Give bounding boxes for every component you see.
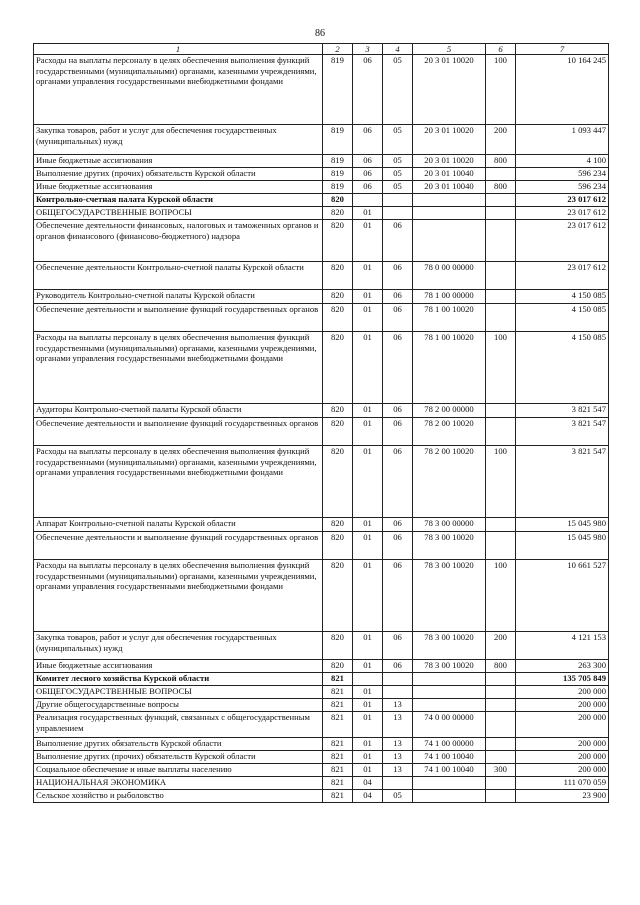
row-rz-cell: 01 bbox=[353, 660, 383, 673]
row-ved-cell: 821 bbox=[323, 712, 353, 738]
col-header-csr: 5 bbox=[413, 44, 486, 55]
row-csr-cell: 78 1 00 00000 bbox=[413, 290, 486, 304]
row-rz-cell: 06 bbox=[353, 181, 383, 194]
row-name-cell: Обеспечение деятельности и выполнение функций государственных органов bbox=[34, 304, 323, 332]
row-sum-cell: 3 821 547 bbox=[516, 446, 609, 518]
row-sum-cell: 200 000 bbox=[516, 738, 609, 751]
row-sum-cell: 596 234 bbox=[516, 181, 609, 194]
row-rz-cell: 01 bbox=[353, 332, 383, 404]
row-pr-cell: 05 bbox=[383, 55, 413, 125]
row-pr-cell: 06 bbox=[383, 404, 413, 418]
col-header-sum: 7 bbox=[516, 44, 609, 55]
row-ved-cell: 820 bbox=[323, 632, 353, 660]
row-rz-cell: 04 bbox=[353, 790, 383, 803]
row-sum-cell: 200 000 bbox=[516, 686, 609, 699]
row-sum-cell: 23 017 612 bbox=[516, 207, 609, 220]
row-csr-cell: 20 3 01 10020 bbox=[413, 125, 486, 155]
table-row bbox=[34, 194, 609, 207]
row-csr-cell bbox=[413, 699, 486, 712]
row-name-cell: Обеспечение деятельности Контрольно-счетной палаты Курской области bbox=[34, 262, 323, 290]
row-pr-cell bbox=[383, 194, 413, 207]
table-row bbox=[34, 532, 609, 560]
row-pr-cell: 05 bbox=[383, 155, 413, 168]
col-header-ved: 2 bbox=[323, 44, 353, 55]
row-name-cell: ОБЩЕГОСУДАРСТВЕННЫЕ ВОПРОСЫ bbox=[34, 686, 323, 699]
col-header-rz: 3 bbox=[353, 44, 383, 55]
row-pr-cell: 06 bbox=[383, 220, 413, 262]
row-vr-cell bbox=[486, 290, 516, 304]
row-ved-cell: 821 bbox=[323, 764, 353, 777]
table-row bbox=[34, 518, 609, 532]
row-pr-cell: 06 bbox=[383, 532, 413, 560]
row-ved-cell: 820 bbox=[323, 207, 353, 220]
row-vr-cell bbox=[486, 194, 516, 207]
row-name-cell: Обеспечение деятельности финансовых, налоговых и таможенных органов и органов финансового (финансово-бюджетного) надзора bbox=[34, 220, 323, 262]
table-row bbox=[34, 55, 609, 125]
row-sum-cell: 200 000 bbox=[516, 699, 609, 712]
row-vr-cell bbox=[486, 304, 516, 332]
row-rz-cell bbox=[353, 673, 383, 686]
row-ved-cell: 819 bbox=[323, 125, 353, 155]
table-row bbox=[34, 207, 609, 220]
table-row bbox=[34, 777, 609, 790]
row-ved-cell: 820 bbox=[323, 518, 353, 532]
row-name-cell: Обеспечение деятельности и выполнение функций государственных органов bbox=[34, 418, 323, 446]
row-ved-cell: 820 bbox=[323, 220, 353, 262]
col-header-vr: 6 bbox=[486, 44, 516, 55]
row-name-cell: Расходы на выплаты персоналу в целях обеспечения выполнения функций государственными (муниципальными) органами, казенными учреждениями, органами управления государственными внебюджетными фондами bbox=[34, 332, 323, 404]
row-vr-cell: 100 bbox=[486, 55, 516, 125]
row-rz-cell: 01 bbox=[353, 764, 383, 777]
row-csr-cell: 78 0 00 00000 bbox=[413, 262, 486, 290]
row-sum-cell: 111 070 059 bbox=[516, 777, 609, 790]
row-ved-cell: 820 bbox=[323, 404, 353, 418]
row-csr-cell: 78 2 00 10020 bbox=[413, 418, 486, 446]
row-pr-cell: 13 bbox=[383, 764, 413, 777]
row-rz-cell: 04 bbox=[353, 777, 383, 790]
row-pr-cell: 06 bbox=[383, 332, 413, 404]
row-name-cell: Расходы на выплаты персоналу в целях обеспечения выполнения функций государственными (муниципальными) органами, казенными учреждениями, органами управления государственными внебюджетными фондами bbox=[34, 55, 323, 125]
row-name-cell: Выполнение других (прочих) обязательств Курской области bbox=[34, 751, 323, 764]
row-rz-cell: 01 bbox=[353, 751, 383, 764]
row-pr-cell: 06 bbox=[383, 560, 413, 632]
row-sum-cell: 200 000 bbox=[516, 712, 609, 738]
row-vr-cell: 200 bbox=[486, 125, 516, 155]
row-sum-cell: 10 164 245 bbox=[516, 55, 609, 125]
table-row bbox=[34, 418, 609, 446]
row-pr-cell: 05 bbox=[383, 125, 413, 155]
row-rz-cell: 01 bbox=[353, 220, 383, 262]
row-pr-cell bbox=[383, 207, 413, 220]
row-pr-cell: 06 bbox=[383, 446, 413, 518]
row-vr-cell bbox=[486, 168, 516, 181]
row-sum-cell: 4 150 085 bbox=[516, 304, 609, 332]
row-name-cell: Иные бюджетные ассигнования bbox=[34, 660, 323, 673]
row-csr-cell bbox=[413, 207, 486, 220]
row-pr-cell bbox=[383, 777, 413, 790]
row-vr-cell bbox=[486, 404, 516, 418]
table-row bbox=[34, 220, 609, 262]
row-name-cell: Закупка товаров, работ и услуг для обеспечения государственных (муниципальных) нужд bbox=[34, 632, 323, 660]
row-vr-cell bbox=[486, 418, 516, 446]
table-row bbox=[34, 125, 609, 155]
row-ved-cell: 821 bbox=[323, 738, 353, 751]
table-row bbox=[34, 332, 609, 404]
row-vr-cell: 800 bbox=[486, 155, 516, 168]
row-vr-cell bbox=[486, 751, 516, 764]
row-pr-cell: 06 bbox=[383, 304, 413, 332]
row-rz-cell: 06 bbox=[353, 125, 383, 155]
table-row bbox=[34, 262, 609, 290]
row-ved-cell: 820 bbox=[323, 262, 353, 290]
row-ved-cell: 820 bbox=[323, 332, 353, 404]
row-name-cell: Расходы на выплаты персоналу в целях обеспечения выполнения функций государственными (муниципальными) органами, казенными учреждениями, органами управления государственными внебюджетными фондами bbox=[34, 446, 323, 518]
row-sum-cell: 4 100 bbox=[516, 155, 609, 168]
row-name-cell: НАЦИОНАЛЬНАЯ ЭКОНОМИКА bbox=[34, 777, 323, 790]
row-csr-cell: 78 3 00 10020 bbox=[413, 532, 486, 560]
row-csr-cell: 78 3 00 10020 bbox=[413, 660, 486, 673]
row-name-cell: ОБЩЕГОСУДАРСТВЕННЫЕ ВОПРОСЫ bbox=[34, 207, 323, 220]
row-csr-cell bbox=[413, 673, 486, 686]
row-name-cell: Руководитель Контрольно-счетной палаты Курской области bbox=[34, 290, 323, 304]
row-sum-cell: 4 150 085 bbox=[516, 290, 609, 304]
row-vr-cell: 200 bbox=[486, 632, 516, 660]
row-ved-cell: 821 bbox=[323, 699, 353, 712]
row-csr-cell: 20 3 01 10040 bbox=[413, 168, 486, 181]
col-header-pr: 4 bbox=[383, 44, 413, 55]
row-sum-cell: 23 900 bbox=[516, 790, 609, 803]
page-number: 86 bbox=[315, 28, 325, 39]
row-csr-cell: 20 3 01 10020 bbox=[413, 55, 486, 125]
table-row bbox=[34, 446, 609, 518]
row-csr-cell bbox=[413, 220, 486, 262]
row-ved-cell: 820 bbox=[323, 446, 353, 518]
row-sum-cell: 10 661 527 bbox=[516, 560, 609, 632]
row-vr-cell: 800 bbox=[486, 181, 516, 194]
row-sum-cell: 200 000 bbox=[516, 751, 609, 764]
row-ved-cell: 820 bbox=[323, 194, 353, 207]
row-sum-cell: 15 045 980 bbox=[516, 532, 609, 560]
row-pr-cell: 06 bbox=[383, 660, 413, 673]
row-csr-cell bbox=[413, 686, 486, 699]
row-pr-cell: 06 bbox=[383, 632, 413, 660]
row-ved-cell: 819 bbox=[323, 168, 353, 181]
row-csr-cell: 78 2 00 00000 bbox=[413, 404, 486, 418]
row-rz-cell: 01 bbox=[353, 686, 383, 699]
row-ved-cell: 820 bbox=[323, 660, 353, 673]
row-pr-cell: 13 bbox=[383, 712, 413, 738]
row-ved-cell: 821 bbox=[323, 790, 353, 803]
row-pr-cell: 13 bbox=[383, 699, 413, 712]
row-sum-cell: 4 121 153 bbox=[516, 632, 609, 660]
table-row bbox=[34, 686, 609, 699]
row-name-cell: Иные бюджетные ассигнования bbox=[34, 155, 323, 168]
row-name-cell: Выполнение других (прочих) обязательств Курской области bbox=[34, 168, 323, 181]
row-csr-cell bbox=[413, 790, 486, 803]
table-row bbox=[34, 168, 609, 181]
row-pr-cell: 06 bbox=[383, 290, 413, 304]
row-name-cell: Комитет лесного хозяйства Курской области bbox=[34, 673, 323, 686]
table-row bbox=[34, 560, 609, 632]
row-vr-cell bbox=[486, 699, 516, 712]
row-name-cell: Сельское хозяйство и рыболовство bbox=[34, 790, 323, 803]
row-ved-cell: 821 bbox=[323, 673, 353, 686]
row-sum-cell: 3 821 547 bbox=[516, 404, 609, 418]
row-csr-cell: 74 1 00 10040 bbox=[413, 751, 486, 764]
row-pr-cell bbox=[383, 686, 413, 699]
row-sum-cell: 4 150 085 bbox=[516, 332, 609, 404]
row-name-cell: Другие общегосударственные вопросы bbox=[34, 699, 323, 712]
row-ved-cell: 820 bbox=[323, 304, 353, 332]
row-sum-cell: 1 093 447 bbox=[516, 125, 609, 155]
row-ved-cell: 821 bbox=[323, 686, 353, 699]
row-csr-cell: 20 3 01 10040 bbox=[413, 181, 486, 194]
row-rz-cell: 01 bbox=[353, 290, 383, 304]
row-rz-cell: 01 bbox=[353, 632, 383, 660]
row-ved-cell: 821 bbox=[323, 777, 353, 790]
row-vr-cell: 100 bbox=[486, 332, 516, 404]
row-rz-cell bbox=[353, 194, 383, 207]
row-rz-cell: 01 bbox=[353, 404, 383, 418]
row-rz-cell: 01 bbox=[353, 518, 383, 532]
row-pr-cell: 13 bbox=[383, 751, 413, 764]
row-vr-cell bbox=[486, 673, 516, 686]
row-pr-cell bbox=[383, 673, 413, 686]
row-rz-cell: 06 bbox=[353, 55, 383, 125]
row-ved-cell: 820 bbox=[323, 532, 353, 560]
row-rz-cell: 01 bbox=[353, 304, 383, 332]
row-pr-cell: 05 bbox=[383, 168, 413, 181]
row-vr-cell: 300 bbox=[486, 764, 516, 777]
row-rz-cell: 01 bbox=[353, 207, 383, 220]
row-csr-cell: 20 3 01 10020 bbox=[413, 155, 486, 168]
header-row bbox=[34, 44, 609, 55]
col-header-name: 1 bbox=[34, 44, 323, 55]
row-name-cell: Аппарат Контрольно-счетной палаты Курской области bbox=[34, 518, 323, 532]
table-row bbox=[34, 290, 609, 304]
row-pr-cell: 13 bbox=[383, 738, 413, 751]
table-row bbox=[34, 632, 609, 660]
row-vr-cell bbox=[486, 532, 516, 560]
row-csr-cell: 74 1 00 10040 bbox=[413, 764, 486, 777]
row-vr-cell bbox=[486, 777, 516, 790]
row-vr-cell bbox=[486, 790, 516, 803]
row-pr-cell: 06 bbox=[383, 518, 413, 532]
row-rz-cell: 01 bbox=[353, 712, 383, 738]
row-csr-cell: 74 1 00 00000 bbox=[413, 738, 486, 751]
row-name-cell: Контрольно-счетная палата Курской области bbox=[34, 194, 323, 207]
table-row bbox=[34, 404, 609, 418]
row-csr-cell bbox=[413, 777, 486, 790]
row-vr-cell bbox=[486, 262, 516, 290]
table-row bbox=[34, 699, 609, 712]
row-ved-cell: 821 bbox=[323, 751, 353, 764]
row-csr-cell bbox=[413, 194, 486, 207]
row-name-cell: Закупка товаров, работ и услуг для обеспечения государственных (муниципальных) нужд bbox=[34, 125, 323, 155]
row-rz-cell: 01 bbox=[353, 699, 383, 712]
row-vr-cell bbox=[486, 220, 516, 262]
budget-table bbox=[33, 43, 609, 803]
table-row bbox=[34, 790, 609, 803]
row-vr-cell bbox=[486, 518, 516, 532]
row-name-cell: Аудиторы Контрольно-счетной палаты Курской области bbox=[34, 404, 323, 418]
row-pr-cell: 06 bbox=[383, 418, 413, 446]
row-vr-cell bbox=[486, 686, 516, 699]
row-ved-cell: 820 bbox=[323, 290, 353, 304]
table-row bbox=[34, 181, 609, 194]
row-sum-cell: 23 017 612 bbox=[516, 262, 609, 290]
row-csr-cell: 78 3 00 10020 bbox=[413, 632, 486, 660]
row-pr-cell: 05 bbox=[383, 181, 413, 194]
table-row bbox=[34, 712, 609, 738]
row-csr-cell: 78 2 00 10020 bbox=[413, 446, 486, 518]
table-body bbox=[34, 55, 609, 803]
row-rz-cell: 06 bbox=[353, 168, 383, 181]
table-row bbox=[34, 660, 609, 673]
row-csr-cell: 74 0 00 00000 bbox=[413, 712, 486, 738]
row-sum-cell: 200 000 bbox=[516, 764, 609, 777]
row-csr-cell: 78 1 00 10020 bbox=[413, 304, 486, 332]
row-pr-cell: 06 bbox=[383, 262, 413, 290]
row-vr-cell bbox=[486, 738, 516, 751]
row-name-cell: Расходы на выплаты персоналу в целях обеспечения выполнения функций государственными (муниципальными) органами, казенными учреждениями, органами управления государственными внебюджетными фондами bbox=[34, 560, 323, 632]
row-sum-cell: 135 705 849 bbox=[516, 673, 609, 686]
row-rz-cell: 01 bbox=[353, 262, 383, 290]
row-rz-cell: 01 bbox=[353, 560, 383, 632]
row-pr-cell: 05 bbox=[383, 790, 413, 803]
row-sum-cell: 15 045 980 bbox=[516, 518, 609, 532]
row-csr-cell: 78 3 00 00000 bbox=[413, 518, 486, 532]
row-vr-cell bbox=[486, 712, 516, 738]
row-name-cell: Социальное обеспечение и иные выплаты населению bbox=[34, 764, 323, 777]
row-name-cell: Реализация государственных функций, связанных с общегосударственным управлением bbox=[34, 712, 323, 738]
table-row bbox=[34, 304, 609, 332]
row-name-cell: Обеспечение деятельности и выполнение функций государственных органов bbox=[34, 532, 323, 560]
table-row bbox=[34, 738, 609, 751]
row-vr-cell: 100 bbox=[486, 560, 516, 632]
row-sum-cell: 23 017 612 bbox=[516, 220, 609, 262]
table-row bbox=[34, 751, 609, 764]
table-row bbox=[34, 673, 609, 686]
row-csr-cell: 78 1 00 10020 bbox=[413, 332, 486, 404]
table-row bbox=[34, 764, 609, 777]
row-ved-cell: 820 bbox=[323, 418, 353, 446]
row-rz-cell: 01 bbox=[353, 446, 383, 518]
row-rz-cell: 01 bbox=[353, 532, 383, 560]
row-sum-cell: 596 234 bbox=[516, 168, 609, 181]
row-ved-cell: 819 bbox=[323, 155, 353, 168]
row-vr-cell: 100 bbox=[486, 446, 516, 518]
row-vr-cell: 800 bbox=[486, 660, 516, 673]
row-sum-cell: 263 300 bbox=[516, 660, 609, 673]
row-csr-cell: 78 3 00 10020 bbox=[413, 560, 486, 632]
row-rz-cell: 01 bbox=[353, 418, 383, 446]
row-rz-cell: 06 bbox=[353, 155, 383, 168]
row-ved-cell: 819 bbox=[323, 55, 353, 125]
row-name-cell: Выполнение других обязательств Курской области bbox=[34, 738, 323, 751]
row-vr-cell bbox=[486, 207, 516, 220]
row-sum-cell: 23 017 612 bbox=[516, 194, 609, 207]
row-ved-cell: 819 bbox=[323, 181, 353, 194]
row-rz-cell: 01 bbox=[353, 738, 383, 751]
row-ved-cell: 820 bbox=[323, 560, 353, 632]
row-sum-cell: 3 821 547 bbox=[516, 418, 609, 446]
row-name-cell: Иные бюджетные ассигнования bbox=[34, 181, 323, 194]
table-row bbox=[34, 155, 609, 168]
